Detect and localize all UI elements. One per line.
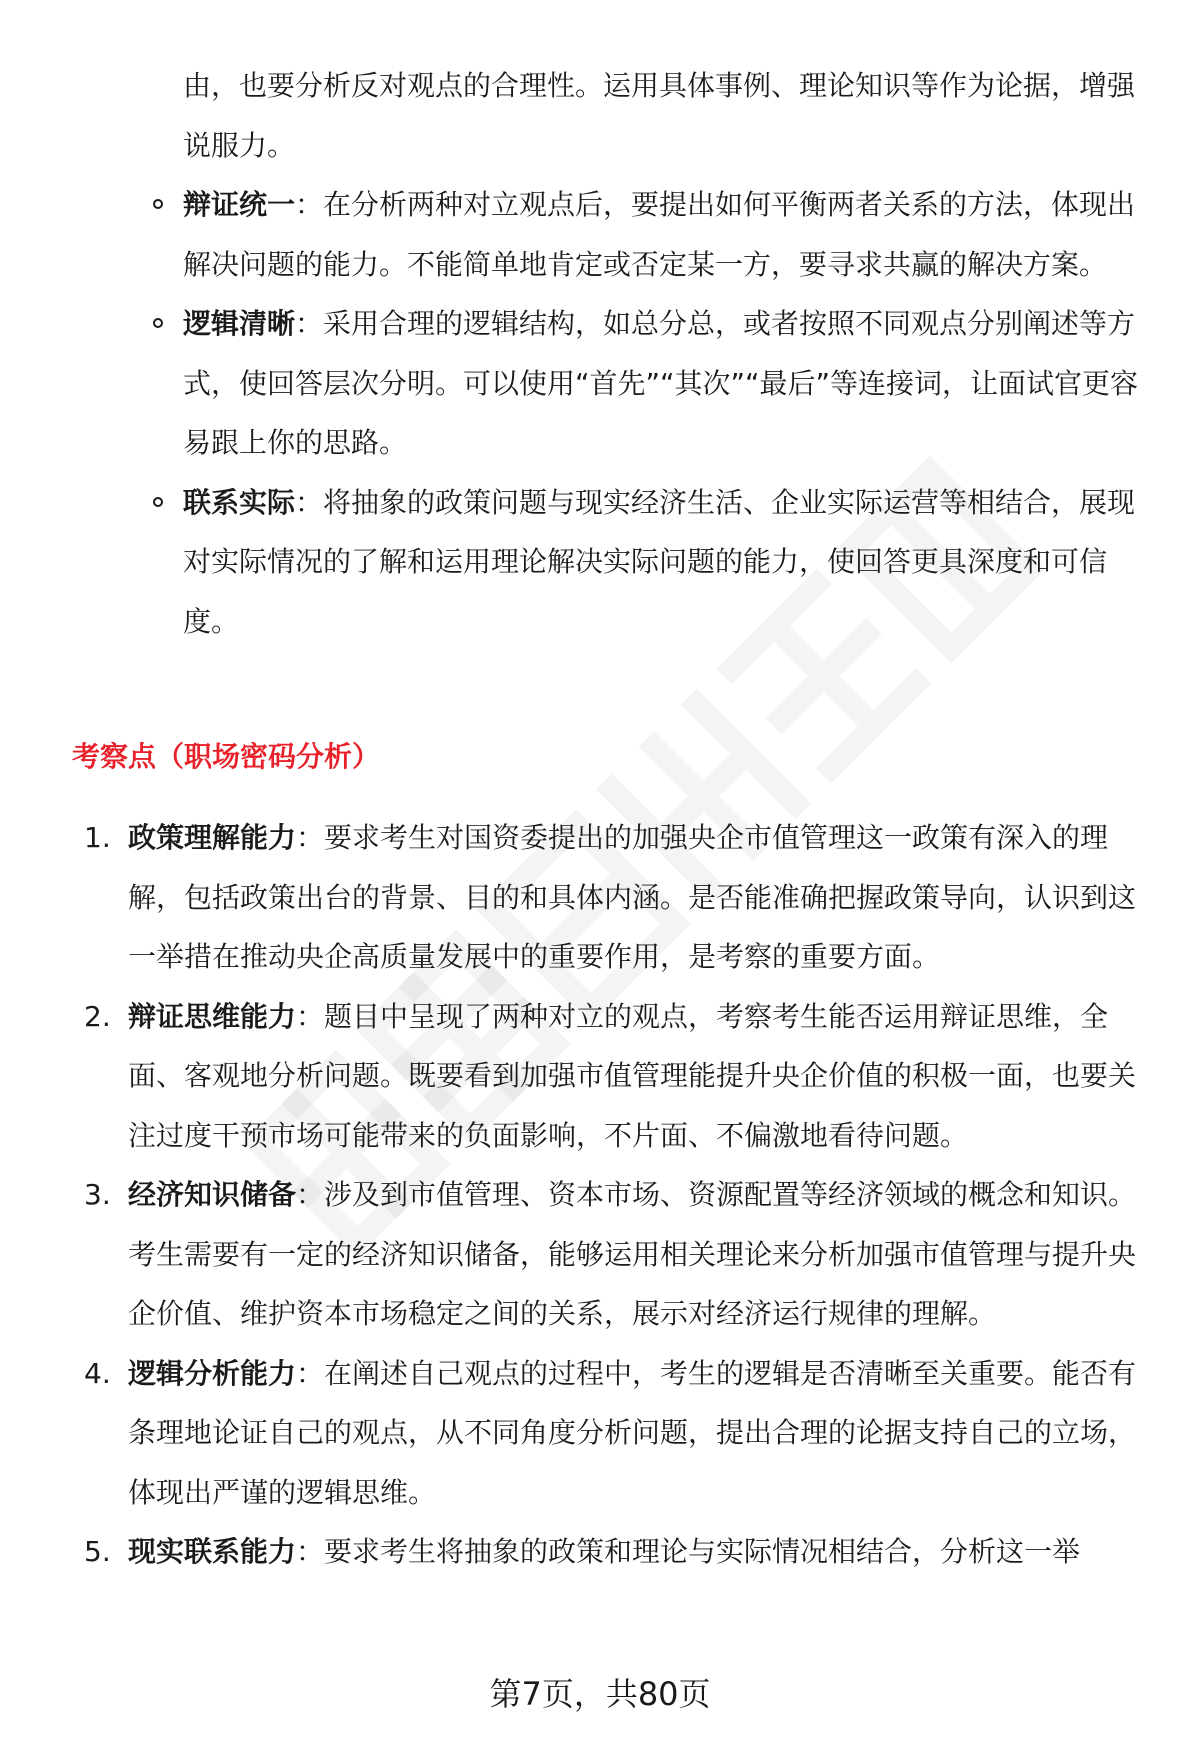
assessment-term: 逻辑分析能力 xyxy=(128,1356,297,1390)
assessment-point xyxy=(72,1522,1142,1582)
assessment-term: 辩证思维能力 xyxy=(128,999,297,1033)
assessment-term: 经济知识储备 xyxy=(128,1178,297,1211)
assessment-point xyxy=(72,1165,1142,1344)
section-title: 考察点（职场密码分析） xyxy=(72,740,381,773)
assessment-point-list xyxy=(72,808,1142,1582)
sub-point-clear-logic xyxy=(150,294,1140,473)
item-number: 4. xyxy=(84,1356,111,1390)
sub-point-text: ：采用合理的逻辑结构，如总分总，或者按照不同观点分别阐述等方式，使回答层次分明。可以使用“首先”“其次”“最后”等连接词，让面试官更容易跟上你的思路。 xyxy=(183,307,1139,459)
circle-bullet-icon xyxy=(153,497,163,507)
item-number: 3. xyxy=(84,1178,111,1211)
sub-point-text: ：将抽象的政策问题与现实经济生活、企业实际运营等相结合，展现对实际情况的了解和运用理论解决实际问题的能力，使回答更具深度和可信度。 xyxy=(183,485,1136,638)
assessment-text: ：涉及到市值管理、资本市场、资源配置等经济领域的概念和知识。考生需要有一定的经济知识储备，能够运用相关理论来分析加强市值管理与提升央企价值、维护资本市场稳定之间的关系，展示对经济运行规律的理解。 xyxy=(128,1178,1137,1330)
item-number: 2. xyxy=(84,999,111,1033)
sub-point-term: 辩证统一 xyxy=(183,188,296,221)
assessment-text: ：要求考生对国资委提出的加强央企市值管理这一政策有深入的理解，包括政策出台的背景、目的和具体内涵。是否能准确把握政策导向，认识到这一举措在推动央企高质量发展中的重要作用，是考察的重要方面。 xyxy=(128,821,1137,973)
sub-point-list xyxy=(150,56,1140,651)
intro-tail-text: 由，也要分析反对观点的合理性。运用具体事例、理论知识等作为论据，增强说服力。 xyxy=(183,69,1136,162)
sub-point-text: ：在分析两种对立观点后，要提出如何平衡两者关系的方法，体现出解决问题的能力。不能简单地肯定或否定某一方，要寻求共赢的解决方案。 xyxy=(183,188,1136,281)
circle-bullet-icon xyxy=(153,318,163,328)
sub-point-term: 逻辑清晰 xyxy=(183,307,296,340)
assessment-point xyxy=(72,987,1142,1166)
sub-point-connect-reality xyxy=(150,473,1140,652)
assessment-text: ：题目中呈现了两种对立的观点，考察考生能否运用辩证思维，全面、客观地分析问题。既要看到加强市值管理能提升央企价值的积极一面，也要关注过度干预市场可能带来的负面影响，不片面、不偏激地看待问题。 xyxy=(128,999,1137,1152)
circle-bullet-icon xyxy=(153,199,163,209)
item-number: 1. xyxy=(84,821,111,854)
intro-continuation xyxy=(150,56,1140,175)
assessment-point xyxy=(72,1344,1142,1523)
assessment-term: 现实联系能力 xyxy=(128,1535,297,1568)
sub-point-dialectical-unity xyxy=(150,175,1140,294)
sub-point-term: 联系实际 xyxy=(183,485,296,519)
assessment-text: ：要求考生将抽象的政策和理论与实际情况相结合，分析这一举 xyxy=(296,1535,1081,1568)
assessment-point xyxy=(72,808,1142,987)
assessment-text: ：在阐述自己观点的过程中，考生的逻辑是否清晰至关重要。能否有条理地论证自己的观点，从不同角度分析问题，提出合理的论据支持自己的立场，体现出严谨的逻辑思维。 xyxy=(128,1356,1137,1509)
page-number-footer: 第7页，共80页 xyxy=(489,1675,711,1713)
item-number: 5. xyxy=(84,1535,111,1568)
assessment-term: 政策理解能力 xyxy=(128,821,297,854)
